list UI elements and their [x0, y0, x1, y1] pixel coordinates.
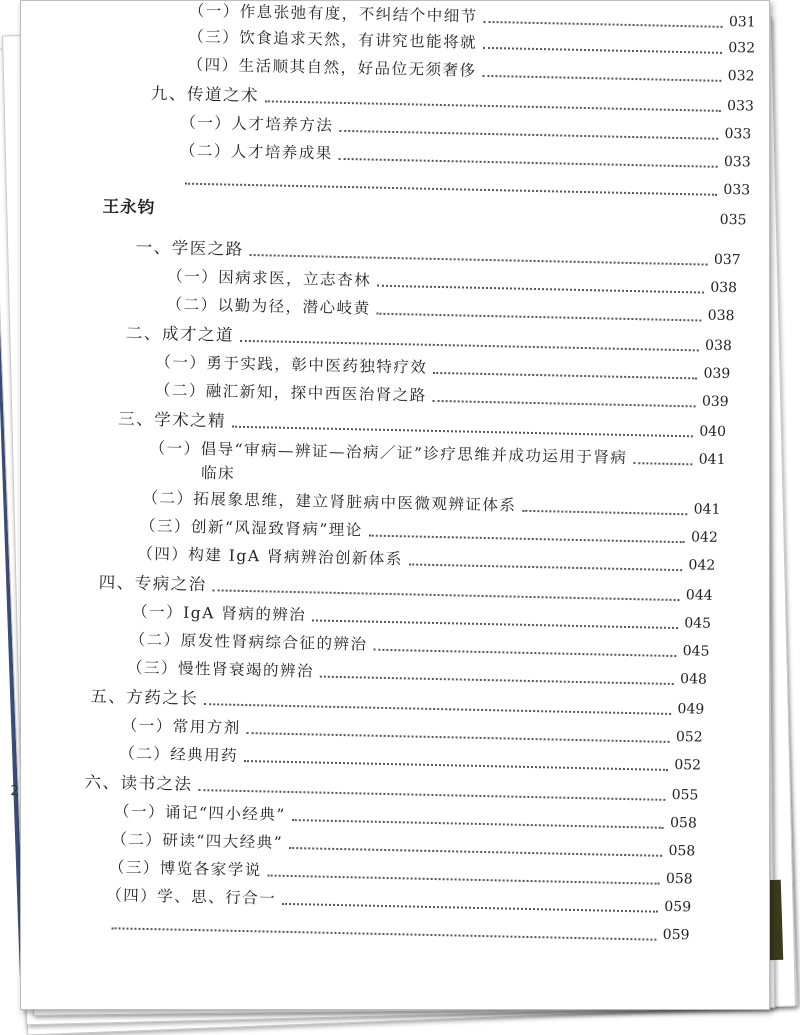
toc-page-number: 058 [665, 870, 693, 888]
toc-dot-leader [409, 563, 683, 571]
toc-dot-leader [433, 372, 697, 380]
toc-page-number: 052 [674, 757, 702, 774]
toc-entry-title: （四）构建 IgA 肾病辨治创新体系 [137, 544, 404, 569]
toc-entry-title: （二）以勤为径，潜心岐黄 [166, 295, 371, 318]
toc-page-number: 038 [704, 337, 733, 355]
toc-page-number: 058 [668, 842, 696, 860]
toc-page-number: 033 [723, 181, 751, 199]
toc-dot-leader [433, 400, 696, 408]
toc-entry-title: 三、学术之精 [117, 409, 227, 431]
toc-dot-leader [633, 462, 692, 465]
toc-page-number: 058 [669, 814, 698, 832]
toc-page-number: 049 [677, 701, 705, 718]
toc-page-number: 039 [703, 365, 731, 383]
toc-page-number: 059 [662, 926, 690, 944]
toc-entry-title: 二、成才之道 [125, 323, 235, 345]
toc-dot-leader [482, 75, 721, 82]
toc-entry-title: （一）人才培养方法 [180, 113, 334, 135]
toc-page-number: 041 [693, 501, 721, 518]
toc-page-number: 042 [690, 529, 718, 546]
toc-entry-title: （二）融汇新知，探中西医治肾之路 [154, 381, 427, 405]
toc-entry-title: 四、专病之治 [98, 572, 207, 595]
toc-dot-leader [244, 760, 668, 771]
toc-entry-title: （三）慢性肾衰竭的辨治 [126, 658, 315, 681]
toc-page-number: 045 [684, 615, 712, 632]
toc-entry-title: 五、方药之长 [90, 686, 199, 709]
toc-page-number: 040 [699, 423, 727, 441]
toc-page-number: 059 [664, 898, 692, 916]
toc-entry-continuation: 临床 [200, 464, 236, 483]
toc-page-number: 044 [685, 587, 713, 604]
toc-entry-title: （四）学、思、行合一 [106, 886, 277, 908]
toc-page-number: 033 [723, 153, 751, 171]
toc-entry-title: 六、读书之法 [84, 772, 193, 794]
toc-page-number: 038 [710, 279, 738, 297]
toc-dot-leader [483, 47, 722, 54]
toc-page-number: 048 [679, 671, 708, 688]
toc-dot-leader [161, 214, 714, 226]
toc-entry-title: （三）饮食追求天然，有讲究也能将就 [188, 27, 478, 52]
toc-page-number: 039 [701, 393, 729, 411]
toc-dot-leader [373, 649, 676, 657]
toc-entry-title: 王永钧 [102, 196, 156, 218]
toc-dot-leader [376, 313, 701, 322]
toc-page-number: 035 [719, 211, 747, 229]
toc-page-number: 041 [698, 451, 726, 469]
toc-entry-title: （一）勇于实践，彰中医药独特疗效 [155, 353, 428, 377]
toc-page-number: 033 [724, 125, 752, 143]
toc-entry-title: （二）拓展象思维，建立肾脏病中医微观辨证体系 [142, 488, 517, 515]
toc-entry-title: （二）原发性肾病综合征的辨治 [129, 630, 368, 654]
toc-entry-title: （一）IgA 肾病的辨治 [131, 602, 307, 625]
toc-entry-title: （二）研读“四大经典” [111, 830, 284, 852]
toc-page [10, 0, 770, 1010]
toc-page-number: 032 [728, 39, 756, 57]
toc-entry-title: 九、传道之术 [150, 83, 260, 106]
toc-entry-title: （一）常用方剂 [121, 716, 241, 737]
toc-page-number: 038 [707, 307, 735, 325]
toc-dot-leader [320, 676, 674, 685]
toc-dot-leader [522, 510, 687, 515]
toc-page-number: 031 [728, 13, 756, 31]
toc-page-number: 037 [713, 251, 741, 269]
toc-entry-title: （二）人才培养成果 [179, 141, 333, 163]
toc-page-number: 055 [671, 786, 699, 804]
toc-entry-title: （一）因病求医，立志杏林 [166, 267, 372, 290]
toc-entry-title: （一）倡导“审病—辨证—治病／证”诊疗思维并成功运用于肾病 [149, 438, 628, 467]
toc-page-number: 032 [727, 67, 755, 85]
toc-entry-title: （三）博览各家学说 [108, 858, 262, 880]
toc-entry-title: 一、学医之路 [135, 237, 244, 259]
toc-page-number: 042 [688, 557, 716, 574]
toc-dot-leader [377, 285, 704, 294]
toc-entry-title: （一）作息张弛有度，不纠结个中细节 [188, 1, 478, 26]
toc-page-number: 045 [682, 643, 710, 660]
margin-mark: 2 [10, 783, 20, 800]
toc-dot-leader [111, 927, 656, 940]
toc-entry-title: （一）诵记“四小经典” [113, 802, 286, 824]
toc-dot-leader [369, 535, 685, 544]
toc-page-number: 052 [675, 729, 703, 746]
toc-entry-title: （三）创新“风湿致肾病”理论 [139, 516, 363, 540]
toc-entry-title: （二）经典用药 [118, 744, 239, 765]
toc-page-number: 033 [726, 97, 755, 115]
toc-entry-title: （四）生活顺其自然，好品位无须奢侈 [187, 55, 477, 80]
